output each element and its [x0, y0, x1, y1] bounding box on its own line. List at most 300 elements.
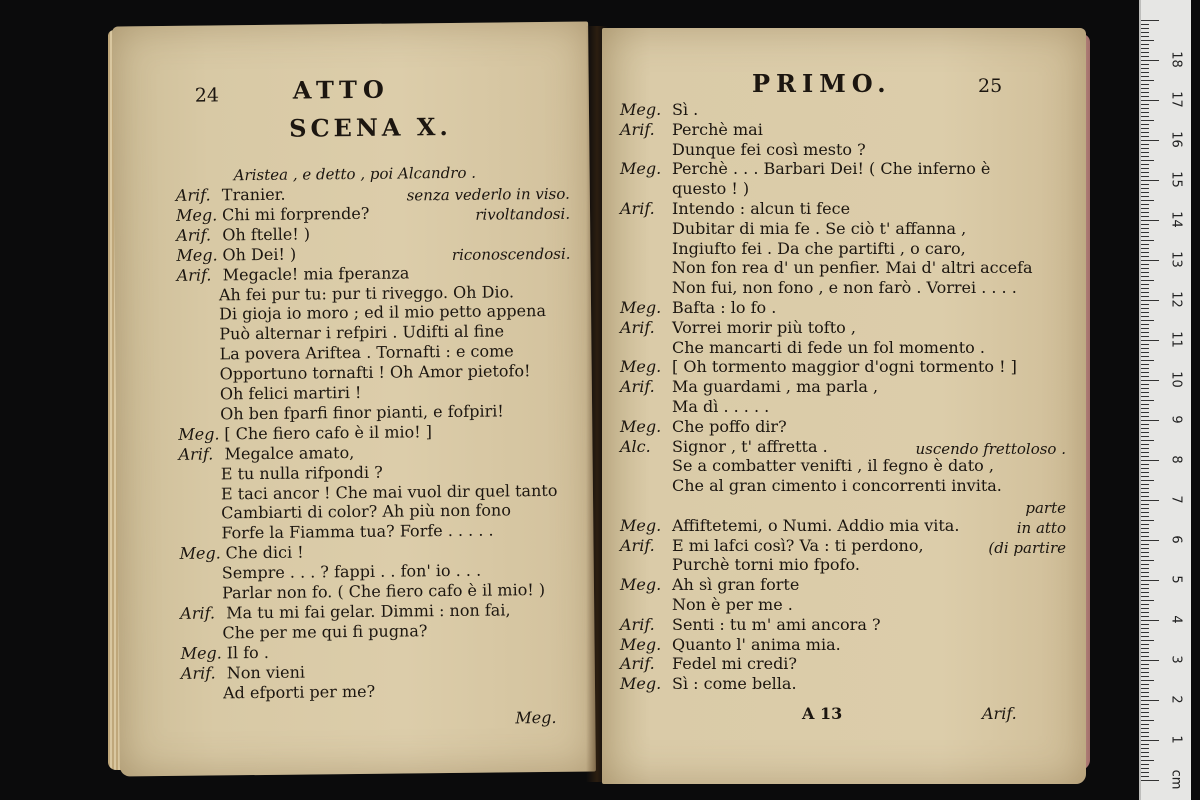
ruler-tick [1141, 512, 1149, 513]
verse-line: Di gioja io moro ; ed il mio petto appena [219, 301, 547, 324]
ruler-tick [1141, 656, 1149, 657]
ruler-tick [1141, 240, 1154, 241]
running-head: PRIMO. [752, 69, 892, 98]
verse-line: Ma dì . . . . . [672, 397, 770, 416]
ruler-tick [1141, 204, 1149, 205]
ruler-tick [1141, 608, 1149, 609]
stage-direction: Aristea , e detto , poi Alcandro . [233, 163, 477, 185]
ruler-tick [1141, 28, 1149, 29]
ruler-tick [1141, 440, 1154, 441]
verse-line: Affiftetemi, o Numi. Addio mia vita. [672, 515, 960, 535]
ruler-tick [1141, 568, 1149, 569]
ruler-tick [1141, 540, 1159, 541]
speaker-label: Arif. [620, 317, 655, 337]
ruler-tick [1141, 328, 1149, 329]
ruler-tick [1141, 164, 1149, 165]
ruler-tick [1141, 216, 1149, 217]
speaker-label: Arif. [620, 377, 655, 397]
stage-note: in atto [1016, 518, 1066, 537]
ruler-tick [1141, 20, 1159, 21]
ruler-tick [1141, 104, 1149, 105]
verse-line: Può alternar i refpiri . Udifti al fine [219, 321, 505, 344]
page-number: 25 [978, 75, 1003, 97]
ruler-tick [1141, 388, 1149, 389]
ruler-tick [1141, 436, 1149, 437]
ruler-tick [1141, 32, 1149, 33]
stage-note: (di partire [988, 538, 1066, 557]
ruler-label: 18 [1168, 51, 1184, 68]
speaker-label: Meg. [620, 298, 662, 317]
ruler-tick [1141, 108, 1149, 109]
ruler-tick [1141, 132, 1149, 133]
ruler-tick [1141, 564, 1149, 565]
verse-line: Purchè torni mio fpofo. [672, 555, 860, 575]
verse-line: Chi mi forprende? [221, 203, 370, 225]
signature-mark: A 13 [802, 704, 843, 723]
ruler-tick [1141, 752, 1149, 753]
stage-note: parte [1025, 499, 1066, 517]
verse-line: Ingiufto fei . Da che partifti , o caro, [672, 238, 966, 258]
ruler-tick [1141, 56, 1149, 57]
ruler-tick [1141, 88, 1149, 89]
ruler-label: 6 [1168, 535, 1184, 544]
ruler-tick [1141, 196, 1149, 197]
ruler-tick [1141, 400, 1154, 401]
ruler-tick [1141, 368, 1149, 369]
ruler-tick [1141, 192, 1149, 193]
ruler-tick [1141, 144, 1149, 145]
verse-line: Megalce amato, [224, 442, 355, 464]
ruler-tick [1141, 652, 1149, 653]
ruler-tick [1141, 96, 1149, 97]
ruler-tick [1141, 680, 1154, 681]
ruler-label: cm [1168, 769, 1184, 790]
ruler-tick [1141, 552, 1149, 553]
ruler-label: 16 [1168, 131, 1184, 148]
verse-line: Intendo : alcun ti fece [672, 199, 851, 218]
verse-line: [ Oh tormento maggior d'ogni tormento ! ] [672, 357, 1017, 377]
ruler-tick [1141, 312, 1149, 313]
ruler-tick [1141, 124, 1149, 125]
ruler-tick [1141, 364, 1149, 365]
verse-line: [ Che fiero cafo è il mio! ] [224, 421, 433, 444]
ruler-tick [1141, 128, 1149, 129]
ruler-tick [1141, 588, 1149, 589]
ruler-tick [1141, 320, 1154, 321]
ruler-tick [1141, 688, 1149, 689]
stage-note: rivoltandosi. [475, 204, 571, 224]
ruler-tick [1141, 200, 1154, 201]
ruler-tick [1141, 772, 1149, 773]
verse-line: Oh ben fparfi finor pianti, e fofpiri! [220, 401, 504, 424]
verse-line: Bafta : lo fo . [672, 298, 777, 317]
speaker-label: Meg. [179, 543, 221, 564]
ruler-tick [1141, 316, 1149, 317]
ruler-tick [1141, 168, 1149, 169]
ruler-tick [1141, 516, 1149, 517]
ruler-tick [1141, 288, 1149, 289]
ruler-tick [1141, 152, 1149, 153]
ruler-tick [1141, 720, 1154, 721]
ruler-tick [1141, 360, 1154, 361]
verse-line: Sì : come bella. [672, 674, 797, 694]
ruler-tick [1141, 632, 1149, 633]
ruler-tick [1141, 760, 1154, 761]
ruler-tick [1141, 136, 1149, 137]
verse-line: Che per me qui fi pugna? [222, 621, 428, 643]
verse-line: Cambiarti di color? Ah più non fono [221, 500, 512, 523]
ruler-tick [1141, 480, 1154, 481]
ruler-tick [1141, 188, 1149, 189]
ruler-tick [1141, 156, 1149, 157]
ruler-tick [1141, 244, 1149, 245]
ruler-tick [1141, 208, 1149, 209]
ruler-tick [1141, 384, 1149, 385]
speaker-label: Meg. [175, 205, 218, 225]
ruler-tick [1141, 488, 1149, 489]
ruler-tick [1141, 352, 1149, 353]
ruler-label: 3 [1168, 655, 1184, 664]
ruler-tick [1141, 756, 1149, 757]
ruler-tick [1141, 536, 1149, 537]
ruler-tick [1141, 572, 1149, 573]
ruler-tick [1141, 444, 1149, 445]
ruler-tick [1141, 592, 1149, 593]
running-head: ATTO [292, 74, 390, 105]
verse-line: Fedel mi credi? [672, 654, 797, 674]
verse-line: questo ! ) [672, 179, 750, 199]
ruler-tick [1141, 452, 1149, 453]
ruler-tick [1141, 524, 1149, 525]
ruler-tick [1141, 284, 1149, 285]
speaker-label: Arif. [620, 654, 655, 674]
ruler-tick [1141, 120, 1154, 121]
ruler-tick [1141, 780, 1159, 781]
ruler-tick [1141, 500, 1159, 501]
ruler-tick [1141, 464, 1149, 465]
ruler-tick [1141, 456, 1149, 457]
verse-line: E tu nulla rifpondi ? [220, 462, 383, 483]
ruler-tick [1141, 276, 1149, 277]
verse-line: Che mancarti di fede un fol momento . [672, 337, 985, 357]
ruler-tick [1141, 636, 1149, 637]
ruler-tick [1141, 528, 1149, 529]
ruler-tick [1141, 272, 1149, 273]
ruler-tick [1141, 404, 1149, 405]
ruler-tick [1141, 580, 1159, 581]
ruler-tick [1141, 140, 1159, 141]
speaker-label: Meg. [178, 424, 220, 444]
verse-line: Se a combatter venifti , il fegno è dato , [672, 456, 994, 476]
ruler-tick [1141, 184, 1149, 185]
ruler-tick [1141, 380, 1159, 381]
ruler-label: 1 [1168, 735, 1184, 744]
verse-line: Che poffo dir? [672, 416, 787, 436]
ruler-tick [1141, 544, 1149, 545]
verse-line: Oh Dei! ) [222, 244, 297, 265]
ruler-tick [1141, 260, 1159, 261]
ruler-tick [1141, 228, 1149, 229]
ruler-label: 14 [1168, 211, 1184, 228]
ruler-tick [1141, 308, 1149, 309]
ruler-tick [1141, 332, 1149, 333]
ruler-tick [1141, 416, 1149, 417]
verse-line: Non vieni [226, 662, 306, 682]
ruler-tick [1141, 340, 1159, 341]
verse-line: Oh felici martiri ! [219, 382, 362, 404]
ruler-tick [1141, 764, 1149, 765]
ruler-tick [1141, 24, 1149, 25]
ruler-tick [1141, 624, 1149, 625]
ruler-label: 5 [1168, 575, 1184, 584]
ruler-tick [1141, 776, 1149, 777]
verse-line: Signor , t' affretta . [672, 436, 828, 456]
right-page [602, 28, 1086, 784]
scene-title: SCENA X. [289, 111, 452, 143]
ruler-tick [1141, 112, 1149, 113]
ruler-label: 2 [1168, 695, 1184, 704]
ruler-tick [1141, 224, 1149, 225]
ruler-tick [1141, 508, 1149, 509]
ruler-tick [1141, 476, 1149, 477]
speaker-label: Arif. [620, 535, 655, 555]
ruler-tick [1141, 36, 1149, 37]
ruler-label: 7 [1168, 495, 1184, 504]
ruler-tick [1141, 664, 1149, 665]
verse-line: Oh ftelle! ) [222, 224, 311, 245]
ruler-tick [1141, 252, 1149, 253]
ruler-tick [1141, 48, 1149, 49]
verse-line: Quanto l' anima mia. [672, 634, 841, 654]
speaker-label: Meg. [176, 245, 218, 265]
verse-line: Parlar non fo. ( Che fiero cafo è il mio! ) [221, 580, 546, 603]
ruler-tick [1141, 472, 1149, 473]
ruler-tick [1141, 60, 1159, 61]
verse-line: Senti : tu m' ami ancora ? [672, 614, 881, 634]
ruler-label: 11 [1168, 331, 1184, 348]
speaker-label: Meg. [620, 100, 662, 119]
ruler-tick [1141, 220, 1159, 221]
ruler-tick [1141, 264, 1149, 265]
speaker-label: Arif. [620, 119, 655, 139]
ruler-tick [1141, 428, 1149, 429]
verse-line: Sì . [672, 100, 699, 119]
ruler-tick [1141, 740, 1159, 741]
ruler-tick [1141, 668, 1149, 669]
ruler-tick [1141, 628, 1149, 629]
speaker-label: Arif. [620, 614, 655, 634]
ruler-tick [1141, 620, 1159, 621]
catchword: Arif. [982, 704, 1017, 723]
verse-line: Che al gran cimento i concorrenti invita. [672, 476, 1002, 496]
verse-line: Ah fei pur tu: pur ti riveggo. Oh Dio. [218, 281, 515, 304]
ruler-tick [1141, 100, 1159, 101]
verse-line: Ad efporti per me? [222, 681, 376, 702]
speaker-label: Arif. [620, 199, 655, 218]
speaker-label: Meg. [620, 357, 662, 377]
speaker-label: Meg. [620, 575, 662, 595]
ruler-tick [1141, 576, 1149, 577]
speaker-label: Meg. [180, 643, 222, 663]
verse-line: E taci ancor ! Che mai vuol dir quel tanto [220, 480, 558, 503]
ruler-tick [1141, 424, 1149, 425]
verse-line: Sempre . . . ? fappi . . fon' io . . . [221, 560, 482, 583]
ruler-tick [1141, 704, 1149, 705]
ruler-tick [1141, 716, 1149, 717]
ruler-tick [1141, 696, 1149, 697]
ruler-tick [1141, 68, 1149, 69]
ruler-tick [1141, 560, 1154, 561]
ruler-tick [1141, 324, 1149, 325]
ruler-tick [1141, 648, 1149, 649]
speaker-label: Arif. [175, 185, 211, 205]
verse-line: Vorrei morir più tofto , [672, 317, 856, 337]
ruler-tick [1141, 496, 1149, 497]
ruler-tick [1141, 732, 1149, 733]
ruler-tick [1141, 52, 1149, 53]
ruler-tick [1141, 348, 1149, 349]
verse-line: Opportuno tornafti ! Oh Amor pietofo! [219, 361, 531, 384]
ruler-tick [1141, 172, 1149, 173]
verse-line: Ah sì gran forte [672, 575, 800, 595]
measurement-ruler [1139, 0, 1191, 800]
ruler-tick [1141, 420, 1159, 421]
ruler-tick [1141, 504, 1149, 505]
ruler-label: 12 [1168, 291, 1184, 308]
verse-line: Tranier. [221, 184, 286, 205]
verse-line: Non è per me . [672, 595, 793, 614]
speaker-label: Meg. [620, 515, 662, 535]
ruler-label: 8 [1168, 455, 1184, 464]
ruler-tick [1141, 604, 1149, 605]
ruler-tick [1141, 768, 1149, 769]
ruler-tick [1141, 748, 1149, 749]
ruler-label: 15 [1168, 171, 1184, 188]
ruler-tick [1141, 744, 1149, 745]
ruler-tick [1141, 708, 1149, 709]
ruler-tick [1141, 584, 1149, 585]
stage-note: senza vederlo in viso. [406, 184, 570, 205]
ruler-tick [1141, 84, 1149, 85]
ruler-tick [1141, 268, 1149, 269]
verse-line: Perchè mai [672, 119, 763, 139]
verse-line: Perchè . . . Barbari Dei! ( Che inferno è [672, 159, 991, 179]
ruler-tick [1141, 292, 1149, 293]
ruler-tick [1141, 736, 1149, 737]
ruler-tick [1141, 280, 1154, 281]
speaker-label: Arif. [178, 444, 214, 464]
ruler-tick [1141, 408, 1149, 409]
left-page [112, 22, 596, 777]
ruler-tick [1141, 484, 1149, 485]
ruler-tick [1141, 176, 1149, 177]
ruler-tick [1141, 676, 1149, 677]
page-number: 24 [194, 84, 220, 107]
open-book [108, 18, 1098, 786]
verse-line: Ma tu mi fai gelar. Dimmi : non fai, [226, 600, 511, 623]
ruler-tick [1141, 64, 1149, 65]
ruler-tick [1141, 672, 1149, 673]
verse-line: Megacle! mia fperanza [222, 263, 410, 284]
ruler-tick [1141, 160, 1154, 161]
verse-line: La povera Ariftea . Tornafti : e come [219, 341, 514, 364]
ruler-tick [1141, 92, 1149, 93]
ruler-tick [1141, 596, 1149, 597]
ruler-tick [1141, 256, 1149, 257]
verse-line: Che dici ! [225, 542, 304, 563]
ruler-tick [1141, 432, 1149, 433]
ruler-tick [1141, 616, 1149, 617]
verse-line: Ma guardami , ma parla , [672, 377, 879, 397]
ruler-label: 10 [1168, 371, 1184, 388]
verse-line: E mi lafci così? Va : ti perdono, [672, 535, 924, 555]
ruler-label: 17 [1168, 91, 1184, 108]
verse-line: Non fui, non fono , e non farò . Vorrei . . . . [672, 278, 1017, 298]
ruler-tick [1141, 344, 1149, 345]
ruler-tick [1141, 684, 1149, 685]
ruler-tick [1141, 304, 1149, 305]
speaker-label: Arif. [180, 663, 216, 683]
verse-line: Il fo . [226, 642, 269, 663]
stage-note: riconoscendosi. [451, 244, 571, 264]
ruler-tick [1141, 640, 1154, 641]
ruler-tick [1141, 412, 1149, 413]
speaker-label: Meg. [620, 674, 662, 694]
speaker-label: Arif. [180, 603, 216, 623]
ruler-tick [1141, 40, 1154, 41]
ruler-label: 9 [1168, 415, 1184, 424]
ruler-tick [1141, 72, 1149, 73]
ruler-tick [1141, 76, 1149, 77]
ruler-tick [1141, 376, 1149, 377]
verse-line: Dunque fei così mesto ? [672, 139, 866, 159]
ruler-tick [1141, 612, 1149, 613]
ruler-tick [1141, 700, 1159, 701]
speaker-label: Meg. [620, 634, 662, 654]
verse-line: Non fon rea d' un penfier. Mai d' altri accefa [672, 258, 1033, 278]
ruler-tick [1141, 336, 1149, 337]
ruler-tick [1141, 660, 1159, 661]
ruler-tick [1141, 556, 1149, 557]
ruler-tick [1141, 212, 1149, 213]
stage-note: uscendo frettoloso . [915, 439, 1066, 458]
speaker-label: Alc. [620, 436, 651, 456]
ruler-tick [1141, 180, 1159, 181]
speaker-label: Meg. [620, 159, 662, 179]
ruler-tick [1141, 600, 1154, 601]
ruler-tick [1141, 468, 1149, 469]
speaker-label: Arif. [176, 265, 212, 285]
ruler-tick [1141, 356, 1149, 357]
ruler-tick [1141, 448, 1149, 449]
ruler-tick [1141, 492, 1149, 493]
ruler-tick [1141, 300, 1159, 301]
ruler-tick [1141, 116, 1149, 117]
ruler-tick [1141, 692, 1149, 693]
ruler-tick [1141, 148, 1149, 149]
verse-line: Dubitar di mia fe . Se ciò t' affanna , [672, 218, 967, 238]
ruler-tick [1141, 44, 1149, 45]
ruler-tick [1141, 548, 1149, 549]
speaker-label: Arif. [176, 225, 212, 245]
ruler-tick [1141, 236, 1149, 237]
ruler-label: 4 [1168, 615, 1184, 624]
ruler-tick [1141, 248, 1149, 249]
ruler-tick [1141, 460, 1159, 461]
ruler-tick [1141, 532, 1149, 533]
catchword: Meg. [515, 707, 557, 728]
verse-line: Forfe la Fiamma tua? Forfe . . . . . [221, 520, 494, 543]
